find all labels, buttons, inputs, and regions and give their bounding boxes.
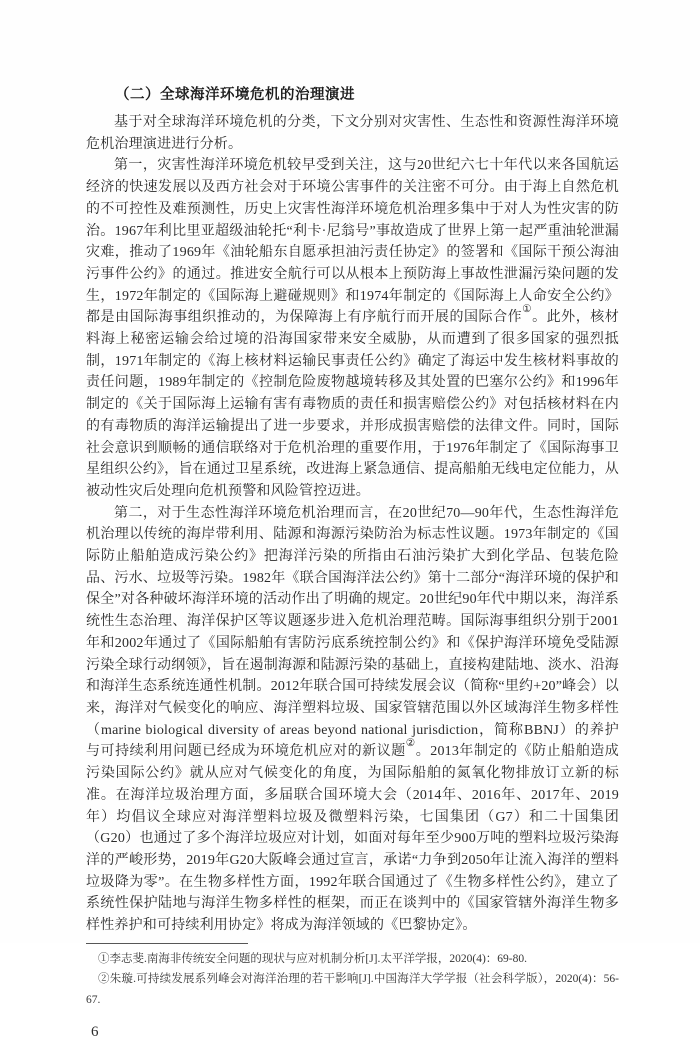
text-column [86,84,619,1041]
footnote-marker: ① [98,952,110,965]
paragraph-text: 。此外，核材料海上秘密运输会给过境的沿海国家带来安全威胁，从而遭到了很多国家的强烈抵制，1971年制定的《海上核材料运输民事责任公约》确定了海运中发生核材料事故的责任问题，1989年制定的《控制危险废物越境转移及其处置的巴塞尔公约》和1996年制定的《关于国际海上运输有害有毒物质的责任和损害赔偿公约》对包括核材料在内的有毒物质的海洋运输提出了进一步要求，并形成损害赔偿的法律文件。同时，国际社会意识到顺畅的通信联络对于危机治理的重要作用，于1976年制定了《国际海事卫星组织公约》，旨在通过卫星系统，改进海上紧急通信、提高船舶无线电定位能力，从被动性灾后处理向危机预警和风险管控迈进。 [86,310,619,499]
footnote-marker: ② [98,973,110,986]
paragraph-second-point [86,503,619,937]
paragraph-text: 第二，对于生态性海洋环境危机治理而言，在20世纪70—90年代，生态性海洋危机治理以传统的海岸带利用、陆源和海源污染防治为标志性议题。1973年制定的《国际防止船舶造成污染公约》把海洋污染的所指由石油污染扩大到化学品、包装危险品、污水、垃圾等污染。1982年《联合国海洋法公约》第十二部分“海洋环境的保护和保全”对各种破坏海洋环境的活动作出了明确的规定。20世纪90年代中期以来，海洋系统性生态治理、海洋保护区等议题逐步进入危机治理范畴。国际海事组织分别于2001年和2002年通过了《国际船舶有害防污底系统控制公约》和《保护海洋环境免受陆源污染全球行动纲领》，旨在遏制海源和陆源污染的基础上，直接构建陆地、淡水、沿海和海洋生态系统连通性机制。2012年联合国可持续发展会议（简称“里约+20”峰会）以来，海洋对气候变化的响应、海洋塑料垃圾、国家管辖范围以外区域海洋生物多样性（marine biological diversity of areas beyond national jurisdiction，简称BBNJ）的养护与可持续利用问题已经成为环境危机应对的新议题 [86,505,619,760]
footnote-1 [86,949,619,970]
paragraph-text: 。2013年制定的《防止船舶造成污染国际公约》就从应对气候变化的角度，为国际船舶的氮氧化物排放订立新的标准。在海洋垃圾治理方面，多届联合国环境大会（2014年、2016年、2017年、2019年）均倡议全球应对海洋塑料垃圾及微塑料污染，七国集团（G7）和二十国集团（G20）也通过了多个海洋垃圾应对计划，如面对每年至少900万吨的塑料垃圾污染海洋的严峻形势，2019年G20大阪峰会通过宣言，承诺“力争到2050年让流入海洋的塑料垃圾降为零”。在生物多样性方面，1992年联合国通过了《生物多样性公约》，建立了系统性保护陆地与海洋生物多样性的框架，而正在谈判中的《国家管辖外海洋生物多样性养护和可持续利用协定》将成为海洋领域的《巴黎协定》。 [86,744,619,934]
paragraph-first-point [86,155,619,502]
footnote-2 [86,969,619,1010]
footnote-ref-2: ② [405,737,416,749]
footnote-text: 李志斐.南海非传统安全问题的现状与应对机制分析[J].太平洋学报，2020(4)：69-80. [109,952,527,965]
paragraph-intro: 基于对全球海洋环境危机的分类，下文分别对灾害性、生态性和资源性海洋环境危机治理演进进行分析。 [86,115,619,152]
paragraph-text: 第一，灾害性海洋环境危机较早受到关注，这与20世纪六七十年代以来各国航运经济的快速发展以及西方社会对于环境公害事件的关注密不可分。由于海上自然危机的不可控性及难预测性，历史上灾害性海洋环境危机治理多集中于对人为性灾害的防治。1967年利比里亚超级油轮托“利卡·尼翁号”事故造成了世界上第一起严重油轮泄漏灾难，推动了1969年《油轮船东自愿承担油污责任协定》的签署和《国际干预公海油污事件公约》的通过。推进安全航行可以从根本上预防海上事故性泄漏污染问题的发生，1972年制定的《国际海上避碰规则》和1974年制定的《国际海上人命安全公约》都是由国际海事组织推动的，为保障海上有序航行而开展的国际合作 [86,158,619,326]
footnote-ref-1: ① [522,303,533,315]
footnotes-block [86,949,619,1011]
footnote-text: 朱璇.可持续发展系列峰会对海洋治理的若干影响[J].中国海洋大学学报（社会科学版），2020(4)：56-67. [86,973,620,1006]
page-number: 6 [91,1024,99,1041]
section-heading: （二）全球海洋环境危机的治理演进 [115,87,355,103]
